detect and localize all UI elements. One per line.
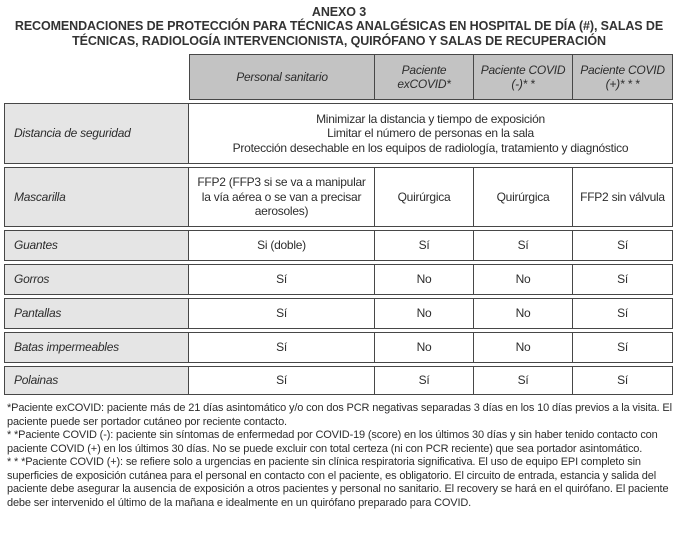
cell-pantallas-excovid: No <box>375 298 474 329</box>
cell-polainas-personal: Sí <box>189 366 375 395</box>
recommendations-table <box>4 54 674 395</box>
cell-polainas-excovid: Sí <box>375 366 474 395</box>
row-label-distancia: Distancia de seguridad <box>4 103 189 164</box>
cell-gorros-excovid: No <box>375 264 474 295</box>
page-title: ANEXO 3 <box>311 5 367 19</box>
cell-guantes-covid-negativo: Sí <box>474 230 573 261</box>
cell-mascarilla-covid-positivo: FFP2 sin válvula <box>573 167 673 227</box>
cell-guantes-personal: Si (doble) <box>189 230 375 261</box>
row-gorros <box>4 264 674 295</box>
cell-batas-excovid: No <box>375 332 474 363</box>
row-label-mascarilla: Mascarilla <box>4 167 189 227</box>
header-row <box>4 54 674 100</box>
row-label-polainas: Polainas <box>4 366 189 395</box>
cell-batas-covid-negativo: No <box>474 332 573 363</box>
cell-distancia-line-2: Limitar el número de personas en la sala <box>327 126 534 141</box>
cell-polainas-covid-positivo: Sí <box>573 366 673 395</box>
cell-distancia-line-3: Protección desechable en los equipos de radiología, tratamiento y diagnóstico <box>232 140 629 155</box>
row-distancia-de-seguridad <box>4 103 674 164</box>
footnote-covid-positivo: * * *Paciente COVID (+): se refiere solo a urgencias en paciente sin clínica respiratoria significativa. El uso de equipo EPI completo sin superficies de exposición cutánea para el personal en contacto con el paciente, es obligatorio. El circuito de entrada, estancia y salida del paciente debe asegurar la ausencia de exposición a otros pacientes y personal no sanitario. El recovery se hará en el quirófano. El paciente debe ser intervenido el último de la mañana e idealmente en un quirófano preparado para COVID. <box>7 456 669 509</box>
cell-pantallas-covid-positivo: Sí <box>573 298 673 329</box>
cell-polainas-covid-negativo: Sí <box>474 366 573 395</box>
cell-guantes-excovid: Sí <box>375 230 474 261</box>
cell-gorros-personal: Sí <box>189 264 375 295</box>
title-block <box>0 5 678 48</box>
cell-gorros-covid-positivo: Sí <box>573 264 673 295</box>
cell-guantes-covid-positivo: Sí <box>573 230 673 261</box>
cell-mascarilla-excovid: Quirúrgica <box>375 167 474 227</box>
header-cell-paciente-covid-positivo: Paciente COVID (+)* * * <box>573 54 673 100</box>
row-pantallas <box>4 298 674 329</box>
row-label-pantallas: Pantallas <box>4 298 189 329</box>
cell-distancia-line-1: Minimizar la distancia y tiempo de exposición <box>316 111 545 126</box>
row-mascarilla <box>4 167 674 227</box>
row-label-guantes: Guantes <box>4 230 189 261</box>
header-cell-blank <box>4 54 189 100</box>
cell-batas-personal: Sí <box>189 332 375 363</box>
footnotes <box>7 402 674 510</box>
page-subtitle-line-1: RECOMENDACIONES DE PROTECCIÓN PARA TÉCNICAS ANALGÉSICAS EN HOSPITAL DE DÍA (#), SALAS DE <box>14 19 664 33</box>
cell-mascarilla-covid-negativo: Quirúrgica <box>474 167 573 227</box>
page-subtitle-line-2: TÉCNICAS, RADIOLOGÍA INTERVENCIONISTA, QUIRÓFANO Y SALAS DE RECUPERACIÓN <box>72 33 606 48</box>
cell-pantallas-covid-negativo: No <box>474 298 573 329</box>
cell-gorros-covid-negativo: No <box>474 264 573 295</box>
header-cell-paciente-covid-negativo: Paciente COVID (-)* * <box>474 54 573 100</box>
cell-distancia-merged <box>189 103 673 164</box>
cell-pantallas-personal: Sí <box>189 298 375 329</box>
footnote-covid-negativo: * *Paciente COVID (-): paciente sin síntomas de enfermedad por COVID-19 (score) en los últimos 30 días y sin haber tenido contacto con paciente COVID (+) en los últimos 30 días. No se puede excluir con total certeza (ni con PCR reciente) que sea portador asintomático. <box>7 429 658 455</box>
row-polainas <box>4 366 674 395</box>
footnote-excovid: *Paciente exCOVID: paciente más de 21 días asintomático y/o con dos PCR negativas separadas 3 días en los 10 días previos a la visita. El paciente puede ser portador cutáneo por reciente contacto. <box>7 402 672 428</box>
row-label-batas: Batas impermeables <box>4 332 189 363</box>
row-batas-impermeables <box>4 332 674 363</box>
row-guantes <box>4 230 674 261</box>
header-cell-paciente-excovid: Paciente exCOVID* <box>375 54 474 100</box>
header-cell-personal-sanitario: Personal sanitario <box>189 54 375 100</box>
row-label-gorros: Gorros <box>4 264 189 295</box>
cell-mascarilla-personal: FFP2 (FFP3 si se va a manipular la vía aérea o se van a precisar aerosoles) <box>189 167 375 227</box>
cell-batas-covid-positivo: Sí <box>573 332 673 363</box>
